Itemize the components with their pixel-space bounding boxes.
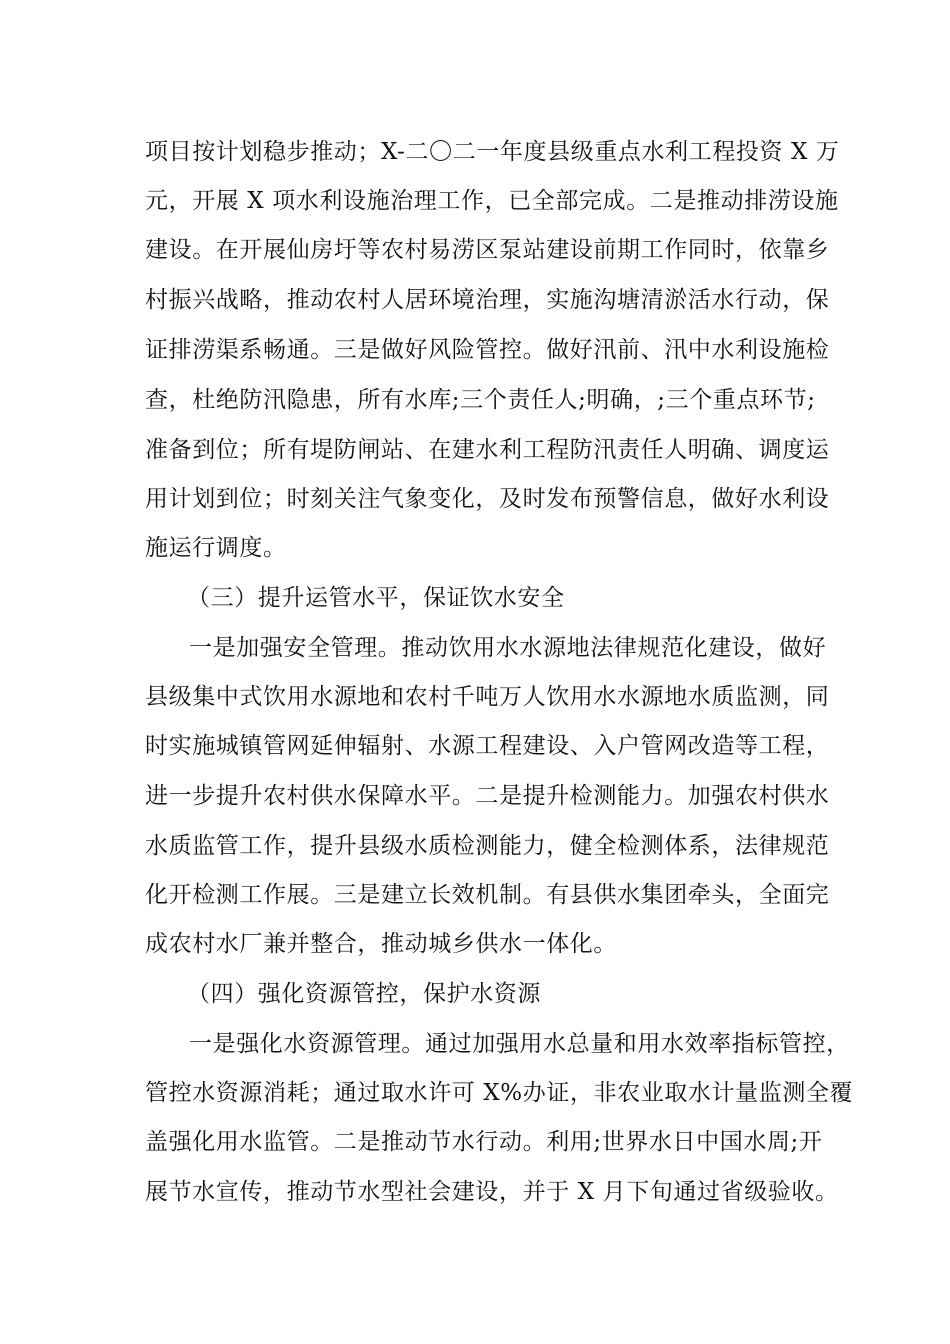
- paragraph-2-line-3: 时实施城镇管网延伸辐射、水源工程建设、入户管网改造等工程，: [145, 733, 830, 759]
- paragraph-2-line-5: 水质监管工作，提升县级水质检测能力，健全检测体系，法律规范: [145, 833, 830, 859]
- paragraph-1-line-8: 用计划到位；时刻关注气象变化，及时发布预警信息，做好水利设: [145, 486, 830, 512]
- paragraph-2-line-2: 县级集中式饮用水源地和农村千吨万人饮用水水源地水质监测，同: [145, 684, 830, 710]
- paragraph-2-line-4: 进一步提升农村供水保障水平。二是提升检测能力。加强农村供水: [145, 783, 830, 809]
- paragraph-3-line-1: 一是强化水资源管理。通过加强用水总量和用水效率指标管控，: [189, 1031, 850, 1057]
- paragraph-2-line-6: 化开检测工作展。三是建立长效机制。有县供水集团牵头，全面完: [145, 882, 830, 908]
- paragraph-1-line-3: 建设。在开展仙房圩等农村易涝区泵站建设前期工作同时，依靠乡: [145, 237, 830, 263]
- paragraph-2-line-7: 成农村水厂兼并整合，推动城乡供水一体化。: [145, 931, 617, 957]
- paragraph-3-line-3: 盖强化用水监管。二是推动节水行动。利用;世界水日中国水周;开: [145, 1129, 823, 1155]
- paragraph-1-line-6: 查，杜绝防汛隐患，所有水库;三个责任人;明确，;三个重点环节;: [145, 387, 816, 413]
- paragraph-1-line-7: 准备到位；所有堤防闸站、在建水利工程防汛责任人明确、调度运: [145, 437, 830, 463]
- paragraph-3-line-2: 管控水资源消耗；通过取水许可 X%办证，非农业取水计量监测全覆: [145, 1080, 854, 1106]
- paragraph-1-line-1: 项目按计划稳步推动；X-二〇二一年度县级重点水利工程投资 X 万: [145, 139, 840, 165]
- section-heading-3: （三）提升运管水平，保证饮水安全: [187, 585, 565, 611]
- paragraph-2-line-1: 一是加强安全管理。推动饮用水水源地法律规范化建设，做好: [189, 635, 827, 661]
- paragraph-1-line-9: 施运行调度。: [145, 535, 287, 561]
- paragraph-1-line-4: 村振兴战略，推动农村人居环境治理，实施沟塘清淤活水行动，保: [145, 287, 830, 313]
- paragraph-3-line-4: 展节水宣传，推动节水型社会建设，并于 X 月下旬通过省级验收。: [145, 1179, 839, 1205]
- paragraph-1-line-2: 元，开展 X 项水利设施治理工作，已全部完成。二是推动排涝设施: [145, 188, 839, 214]
- paragraph-1-line-5: 证排涝渠系畅通。三是做好风险管控。做好汛前、汛中水利设施检: [145, 337, 830, 363]
- section-heading-4: （四）强化资源管控，保护水资源: [187, 981, 541, 1007]
